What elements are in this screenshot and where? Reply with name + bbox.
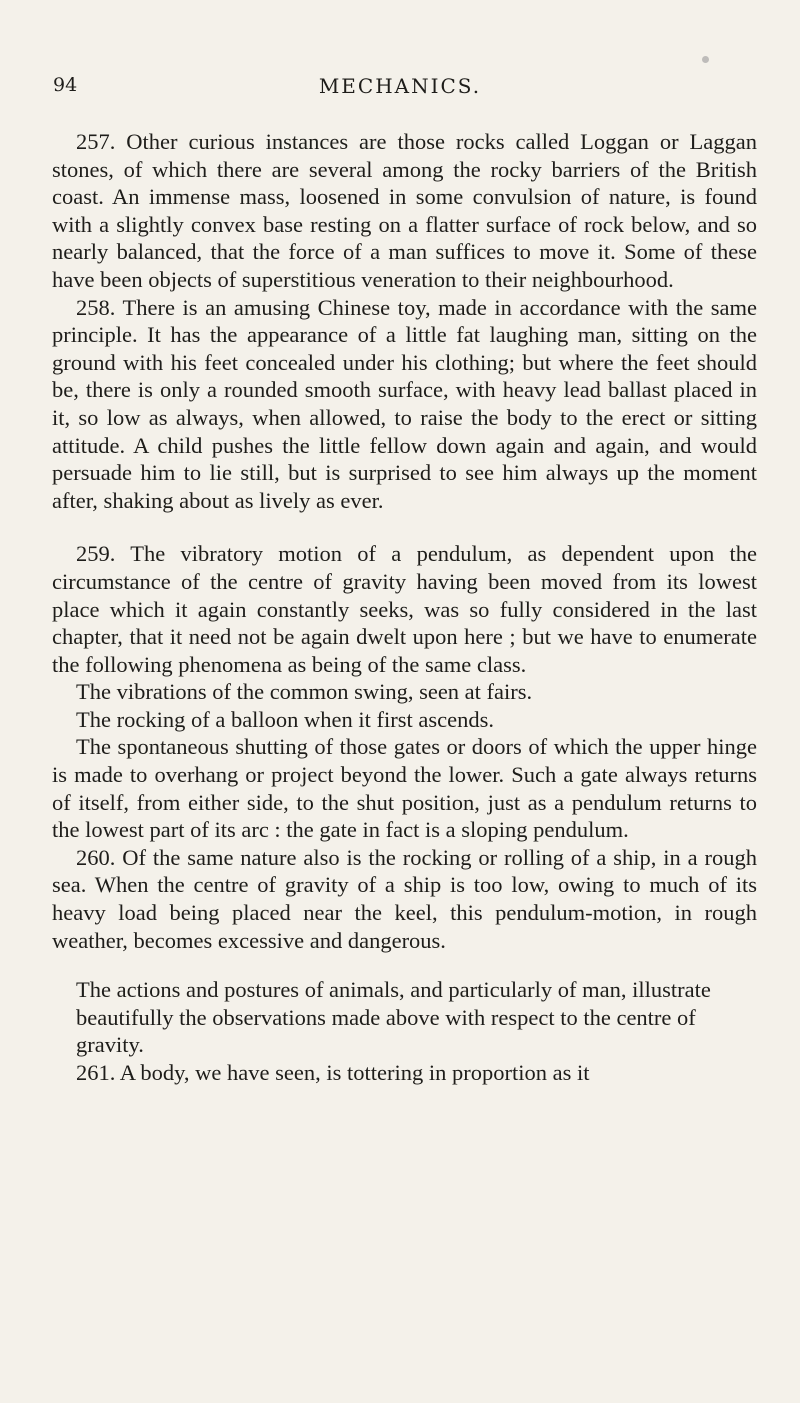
body-text (52, 128, 757, 1087)
paragraph-258: 258. There is an amusing Chinese toy, made in accordance with the same principle. It has the appearance of a little fat laughing man, sitting on the ground with his feet concealed under his clothing; but where the feet should be, there is only a rounded smooth surface, with heavy lead ballast placed in it, so low as always, when allowed, to raise the body to the erect or sitting attitude. A child pushes the little fellow down again and again, and would persuade him to lie still, but is surprised to see him always up the moment after, shaking about as lively as ever. (52, 294, 757, 513)
paragraph-261: 261. A body, we have seen, is tottering in proportion as it (76, 1060, 590, 1085)
ink-mark (702, 56, 709, 63)
page-number: 94 (53, 74, 78, 96)
paragraph-259: 259. The vibratory motion of a pendulum, as dependent upon the circumstance of the centre of gravity having been moved from its lowest place which it again constantly seeks, was so fully considered in the last chapter, that it need not be again dwelt upon here ; but we have to enumerate the following phenomena as being of the same class. (52, 541, 757, 677)
paragraph-257: 257. Other curious instances are those rocks called Loggan or Laggan stones, of which there are several among the rocky barriers of the British coast. An immense mass, loosened in some convulsion of nature, is found with a slightly convex base resting on a flatter surface of rock below, and so nearly balanced, that the force of a man suffices to move it. Some of these have been objects of superstitious veneration to their neighbourhood. (52, 129, 757, 292)
paragraph-swing: The vibrations of the common swing, seen at fairs. (76, 679, 533, 705)
paragraph-animals: The actions and postures of animals, and particularly of man, illustrate beautifully the observations made above with respect to the centre of gravity. (76, 977, 711, 1058)
paragraph-260: 260. Of the same nature also is the rocking or rolling of a ship, in a rough sea. When the centre of gravity of a ship is too low, owing to much of its heavy load being placed near the keel, this pendulum-motion, in rough weather, becomes excessive and dangerous. (52, 844, 757, 953)
page-header (0, 72, 800, 112)
paragraph-gates: The spontaneous shutting of those gates or doors of which the upper hinge is made to overhang or project beyond the lower. Such a gate always returns of itself, from either side, to the shut position, just as a pendulum returns to the lowest part of its arc : the gate in fact is a sloping pendulum. (52, 734, 757, 843)
running-title: MECHANICS. (318, 74, 482, 98)
paragraph-balloon: The rocking of a balloon when it first ascends. (76, 706, 495, 732)
